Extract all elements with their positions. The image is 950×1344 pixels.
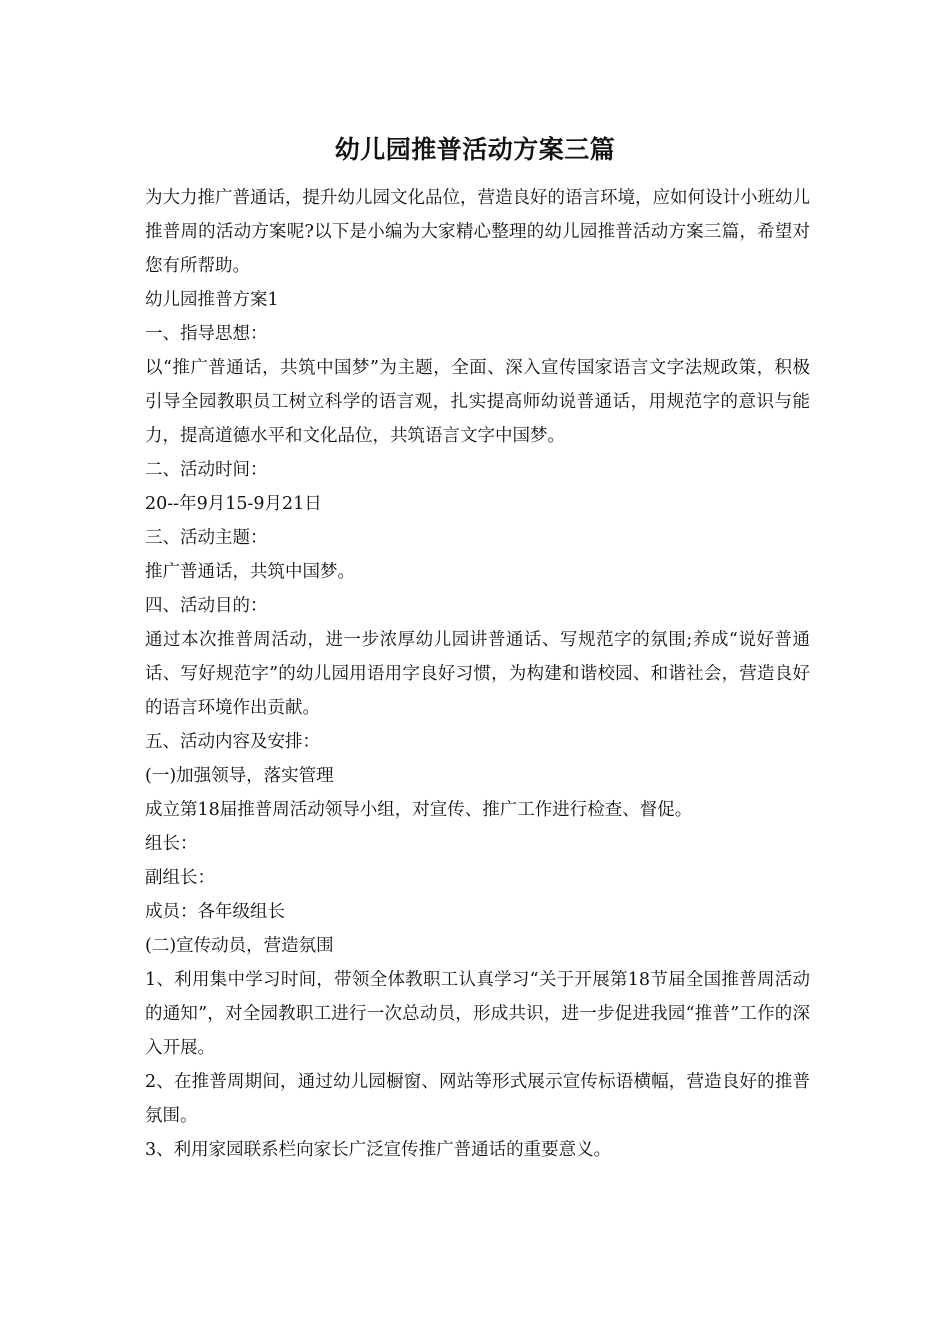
activity-time-paragraph: 20--年9月15-9月21日 xyxy=(145,494,322,514)
body-paragraph: 组长： xyxy=(145,834,198,854)
list-item: 3、利用家园联系栏向家长广泛宣传推广普通话的重要意义。 xyxy=(145,1140,612,1160)
body-paragraph: 副组长： xyxy=(145,868,215,888)
body-paragraph: 成员：各年级组长 xyxy=(145,902,285,922)
body-paragraph: 成立第18届推普周活动领导小组，对宣传、推广工作进行检查、督促。 xyxy=(145,800,693,820)
document-body xyxy=(145,181,810,1167)
section-heading: 五、活动内容及安排： xyxy=(145,732,320,752)
subsection-heading: (二)宣传动员，营造氛围 xyxy=(145,936,334,956)
section-heading: 四、活动目的： xyxy=(145,596,268,616)
list-item: 2、在推普周期间，通过幼儿园橱窗、网站等形式展示宣传标语横幅，营造良好的推普氛围。 xyxy=(145,1072,810,1126)
plan-heading: 幼儿园推普方案1 xyxy=(145,290,279,310)
guiding-ideology-paragraph: 以“推广普通话，共筑中国梦”为主题，全面、深入宣传国家语言文字法规政策，积极引导全园教职员工树立科学的语言观，扎实提高师幼说普通话，用规范字的意识与能力，提高道德水平和文化品位，共筑语言文字中国梦。 xyxy=(145,358,810,446)
list-item: 1、利用集中学习时间，带领全体教职工认真学习“关于开展第18节届全国推普周活动的通知”，对全园教职工进行一次总动员，形成共识，进一步促进我园“推普”工作的深入开展。 xyxy=(145,970,810,1058)
activity-purpose-paragraph: 通过本次推普周活动，进一步浓厚幼儿园讲普通话、写规范字的氛围;养成“说好普通话、写好规范字”的幼儿园用语用字良好习惯，为构建和谐校园、和谐社会，营造良好的语言环境作出贡献。 xyxy=(145,630,810,718)
subsection-heading: (一)加强领导，落实管理 xyxy=(145,766,334,786)
activity-theme-paragraph: 推广普通话，共筑中国梦。 xyxy=(145,562,355,582)
section-heading: 三、活动主题： xyxy=(145,528,268,548)
section-heading: 二、活动时间： xyxy=(145,460,268,480)
intro-paragraph: 为大力推广普通话，提升幼儿园文化品位，营造良好的语言环境，应如何设计小班幼儿推普周的活动方案呢?以下是小编为大家精心整理的幼儿园推普活动方案三篇，希望对您有所帮助。 xyxy=(145,188,810,276)
section-heading: 一、指导思想： xyxy=(145,324,268,344)
document-title: 幼儿园推普活动方案三篇 xyxy=(334,135,616,164)
